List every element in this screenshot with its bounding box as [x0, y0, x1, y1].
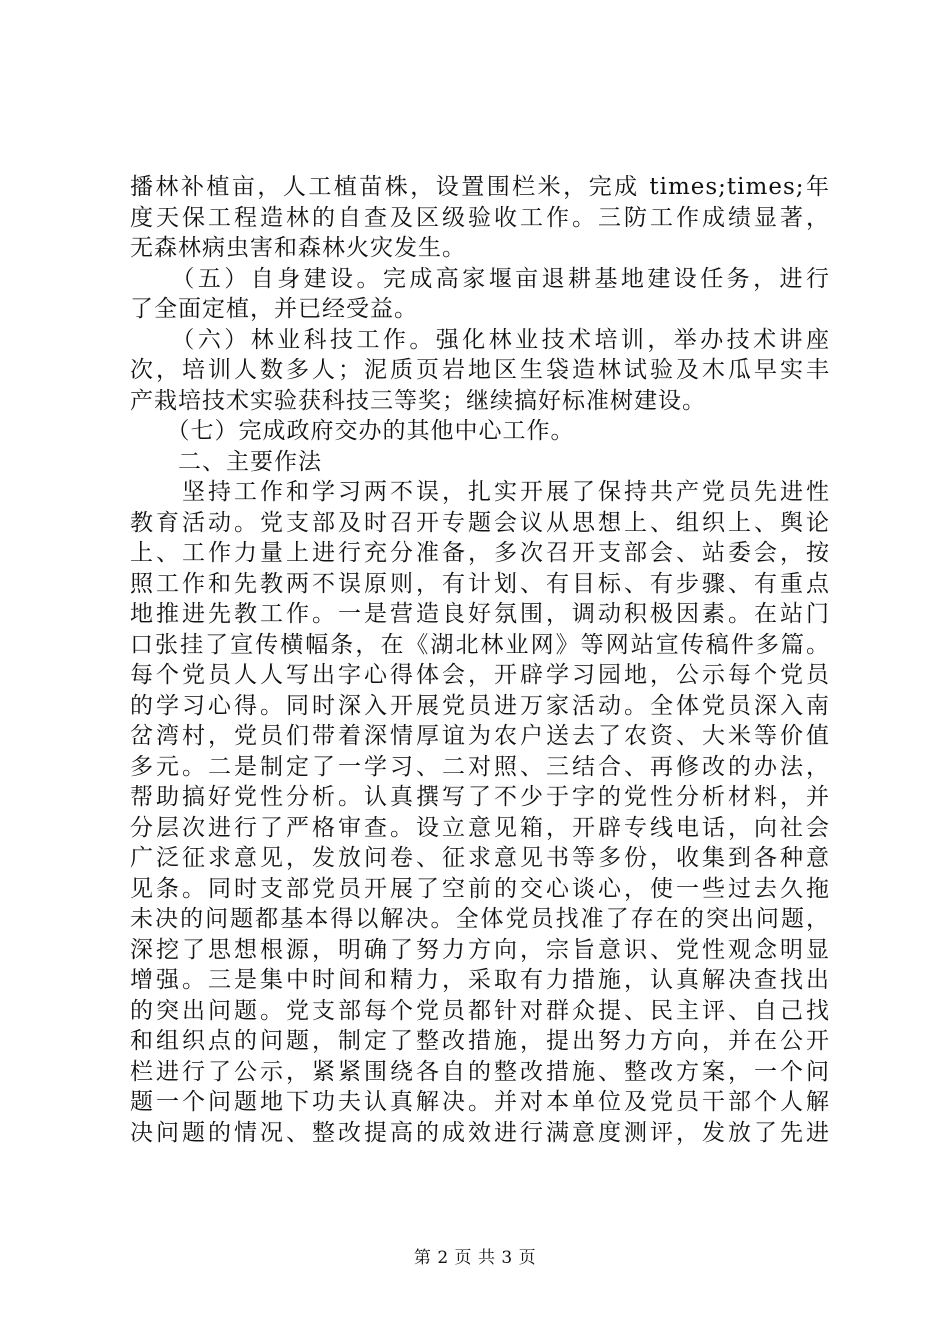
text-line: 岔湾村，党员们带着深情厚谊为农户送去了农资、大米等价值	[130, 723, 830, 749]
text-line: （六）林业科技工作。强化林业技术培训，举办技术讲座	[130, 326, 830, 353]
text-line: 多元。二是制定了一学习、二对照、三结合、再修改的办法，	[130, 753, 830, 780]
text-line: 题一个问题地下功夫认真解决。并对本单位及党员干部个人解	[130, 1089, 830, 1115]
text-line: 深挖了思想根源，明确了努力方向，宗旨意识、党性观念明显	[130, 936, 830, 963]
text-line: 口张挂了宣传横幅条，在《湖北林业网》等网站宣传稿件多篇。	[130, 631, 830, 658]
text-line: 每个党员人人写出字心得体会，开辟学习园地，公示每个党员	[130, 662, 830, 688]
text-line: 播林补植亩，人工植苗株，设置围栏米，完成 times;times;年	[130, 174, 830, 200]
text-line: 栏进行了公示，紧紧围绕各自的整改措施、整改方案，一个问	[130, 1058, 830, 1085]
text-line: 决问题的情况、整改提高的成效进行满意度测评，发放了先进	[130, 1119, 830, 1146]
text-line: 见条。同时支部党员开展了空前的交心谈心，使一些过去久拖	[130, 875, 830, 902]
text-line: 帮助搞好党性分析。认真撰写了不少于字的党性分析材料，并	[130, 784, 830, 810]
page-number-footer: 第 2 页 共 3 页	[413, 1248, 537, 1268]
section-heading: 二、主要作法	[130, 448, 322, 475]
text-line: （七）完成政府交办的其他中心工作。	[130, 418, 575, 444]
text-line: 广泛征求意见，发放问卷、征求意见书等多份，收集到各种意	[130, 845, 830, 871]
text-line: 的突出问题。党支部每个党员都针对群众提、民主评、自己找	[130, 997, 830, 1024]
text-line: 教育活动。党支部及时召开专题会议从思想上、组织上、舆论	[130, 509, 830, 536]
text-line: （五）自身建设。完成高家堰亩退耕基地建设任务，进行	[130, 265, 830, 292]
text-line: 照工作和先教两不误原则，有计划、有目标、有步骤、有重点	[130, 570, 830, 597]
text-line: 上、工作力量上进行充分准备，多次召开支部会、站委会，按	[130, 540, 830, 566]
text-line: 地推进先教工作。一是营造良好氛围，调动积极因素。在站门	[130, 601, 830, 627]
text-line: 产栽培技术实验获科技三等奖；继续搞好标准树建设。	[130, 387, 706, 414]
text-line: 增强。三是集中时间和精力，采取有力措施，认真解决查找出	[130, 967, 830, 993]
text-line: 和组织点的问题，制定了整改措施，提出努力方向，并在公开	[130, 1028, 830, 1054]
text-line: 次，培训人数多人；泥质页岩地区生袋造林试验及木瓜早实丰	[130, 357, 830, 383]
text-line: 坚持工作和学习两不误，扎实开展了保持共产党员先进性	[130, 479, 830, 505]
text-line: 分层次进行了严格审查。设立意见箱，开辟专线电话，向社会	[130, 814, 830, 841]
document-body	[130, 172, 830, 1148]
text-line: 无森林病虫害和森林火灾发生。	[130, 235, 466, 261]
text-line: 未决的问题都基本得以解决。全体党员找准了存在的突出问题，	[130, 906, 830, 932]
text-line: 了全面定植，并已经受益。	[130, 296, 418, 322]
text-line: 的学习心得。同时深入开展党员进万家活动。全体党员深入南	[130, 692, 830, 719]
text-line: 度天保工程造林的自查及区级验收工作。三防工作成绩显著，	[130, 204, 830, 231]
